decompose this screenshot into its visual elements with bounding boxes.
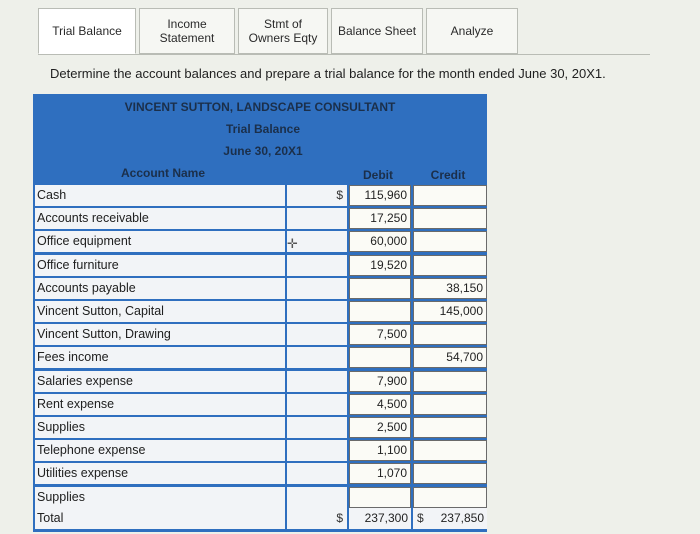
debit-input[interactable]: 1,070 — [349, 463, 411, 484]
trial-balance-table — [33, 94, 487, 532]
credit-input[interactable] — [413, 463, 487, 484]
tab-analyze[interactable] — [426, 8, 518, 54]
credit-input[interactable] — [413, 417, 487, 438]
debit-sign-cell — [287, 417, 347, 438]
debit-input[interactable]: 4,500 — [349, 394, 411, 415]
debit-sign-cell — [287, 394, 347, 415]
account-name-cell[interactable]: Accounts receivable — [35, 208, 285, 229]
debit-sign-cell — [287, 508, 347, 529]
debit-input[interactable]: 115,960 — [349, 185, 411, 206]
tab-label: Stmt of Owners Eqty — [248, 17, 318, 45]
statement-title: Trial Balance — [225, 122, 301, 136]
tab-label: Balance Sheet — [337, 24, 417, 38]
account-name-cell[interactable]: Supplies — [35, 487, 285, 508]
debit-sign-cell — [287, 347, 347, 368]
debit-input[interactable]: 1,100 — [349, 440, 411, 461]
debit-input[interactable]: 2,500 — [349, 417, 411, 438]
account-name-header: Account Name — [120, 166, 206, 180]
debit-sign-cell — [287, 278, 347, 299]
account-name-cell[interactable]: Office equipment — [35, 231, 285, 252]
account-name-cell[interactable]: Vincent Sutton, Capital — [35, 301, 285, 322]
table-row — [35, 417, 485, 438]
debit-sign-cell — [287, 255, 347, 276]
debit-sign-cell — [287, 371, 347, 392]
tab-label: Trial Balance — [52, 24, 122, 38]
debit-input[interactable]: 17,250 — [349, 208, 411, 229]
total-credit-cell — [413, 508, 487, 529]
credit-input[interactable]: 145,000 — [413, 301, 487, 322]
total-credit: 237,850 — [440, 511, 484, 525]
debit-sign-cell — [287, 440, 347, 461]
total-debit: 237,300 — [349, 508, 411, 529]
credit-header: Credit — [430, 168, 466, 182]
debit-input[interactable] — [349, 278, 411, 299]
account-name-cell[interactable]: Fees income — [35, 347, 285, 368]
debit-input[interactable]: 19,520 — [349, 255, 411, 276]
account-name-cell[interactable]: Office furniture — [35, 255, 285, 276]
credit-input[interactable] — [413, 208, 487, 229]
table-row — [35, 185, 485, 206]
tab-label: Analyze — [450, 24, 494, 38]
move-cursor-icon: ✛ — [287, 236, 298, 252]
tab-stmt-owners-eqty[interactable] — [238, 8, 328, 54]
table-row — [35, 394, 485, 415]
company-name: VINCENT SUTTON, LANDSCAPE CONSULTANT — [124, 100, 396, 114]
tab-divider — [38, 54, 650, 55]
account-name-cell[interactable]: Cash — [35, 185, 285, 206]
debit-input[interactable]: 7,500 — [349, 324, 411, 345]
tab-trial-balance[interactable] — [38, 8, 136, 54]
account-name-cell[interactable]: Salaries expense — [35, 371, 285, 392]
account-name-cell[interactable]: Supplies — [35, 417, 285, 438]
credit-input[interactable] — [413, 231, 487, 252]
tab-bar — [38, 8, 521, 54]
debit-sign-cell — [287, 185, 347, 206]
credit-input[interactable] — [413, 185, 487, 206]
table-row — [35, 278, 485, 299]
table-row — [35, 347, 485, 368]
credit-input[interactable] — [413, 440, 487, 461]
statement-date: June 30, 20X1 — [223, 144, 303, 158]
tab-label: Income Statement — [159, 17, 215, 45]
debit-input[interactable] — [349, 487, 411, 508]
debit-input[interactable] — [349, 347, 411, 368]
table-row — [35, 208, 485, 229]
credit-input[interactable] — [413, 371, 487, 392]
tab-income-statement[interactable] — [139, 8, 235, 54]
credit-input[interactable]: 54,700 — [413, 347, 487, 368]
account-name-cell[interactable]: Utilities expense — [35, 463, 285, 484]
total-row — [35, 508, 485, 529]
debit-input[interactable]: 7,900 — [349, 371, 411, 392]
table-row — [35, 487, 485, 508]
debit-sign-cell — [287, 463, 347, 484]
debit-sign-cell — [287, 301, 347, 322]
table-row — [35, 301, 485, 322]
account-name-cell[interactable]: Rent expense — [35, 394, 285, 415]
currency-sign: $ — [417, 511, 424, 525]
account-name-cell[interactable]: Accounts payable — [35, 278, 285, 299]
credit-input[interactable] — [413, 487, 487, 508]
table-row — [35, 440, 485, 461]
account-name-cell[interactable]: Telephone expense — [35, 440, 285, 461]
table-row — [35, 371, 485, 392]
currency-sign: $ — [336, 188, 343, 202]
debit-input[interactable]: 60,000 — [349, 231, 411, 252]
table-row — [35, 255, 485, 276]
total-label: Total — [35, 508, 285, 529]
credit-input[interactable] — [413, 394, 487, 415]
credit-input[interactable] — [413, 324, 487, 345]
credit-input[interactable] — [413, 255, 487, 276]
debit-input[interactable] — [349, 301, 411, 322]
tab-balance-sheet[interactable] — [331, 8, 423, 54]
credit-input[interactable]: 38,150 — [413, 278, 487, 299]
debit-header: Debit — [363, 168, 393, 182]
table-row — [35, 463, 485, 484]
debit-sign-cell — [287, 324, 347, 345]
debit-sign-cell — [287, 208, 347, 229]
debit-sign-cell — [287, 487, 347, 508]
account-name-cell[interactable]: Vincent Sutton, Drawing — [35, 324, 285, 345]
debit-sign-cell — [287, 231, 347, 252]
table-row — [35, 324, 485, 345]
currency-sign: $ — [336, 511, 343, 525]
table-row — [35, 231, 485, 252]
instruction-text: Determine the account balances and prepare a trial balance for the month ended June 30, 20X1. — [50, 66, 606, 81]
